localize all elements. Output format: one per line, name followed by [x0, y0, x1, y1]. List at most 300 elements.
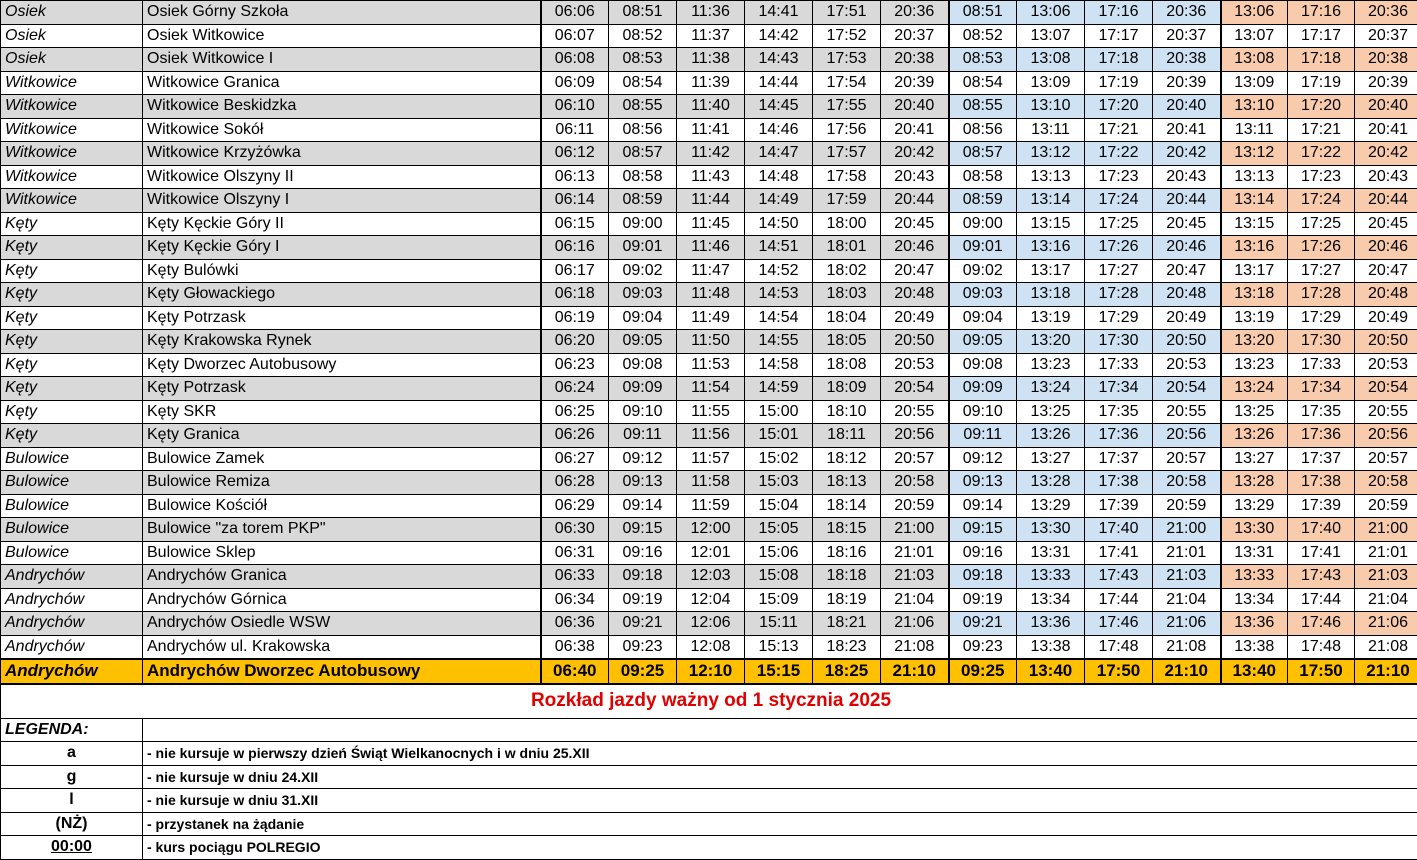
town-cell: Bulowice [1, 494, 143, 518]
departure-time-cell: 08:56 [949, 118, 1017, 142]
stop-name-cell: Osiek Witkowice [143, 24, 541, 48]
departure-time-cell: 11:58 [677, 471, 745, 495]
departure-time-cell: 21:03 [1153, 565, 1221, 589]
departure-time-cell: 18:13 [813, 471, 881, 495]
departure-time-cell: 11:44 [677, 189, 745, 213]
departure-time-cell: 21:04 [1355, 588, 1417, 612]
departure-time-cell: 17:18 [1085, 48, 1153, 72]
departure-time-cell: 13:33 [1017, 565, 1085, 589]
departure-time-cell: 20:41 [1153, 118, 1221, 142]
departure-time-cell: 21:03 [881, 565, 949, 589]
departure-time-cell: 13:17 [1221, 259, 1288, 283]
departure-time-cell: 06:12 [541, 142, 609, 166]
stop-row [1, 189, 1417, 213]
departure-time-cell: 13:23 [1221, 353, 1288, 377]
departure-time-cell: 20:43 [1153, 165, 1221, 189]
departure-time-cell: 20:57 [1153, 447, 1221, 471]
departure-time-cell: 20:42 [1153, 142, 1221, 166]
stop-row [1, 565, 1417, 589]
stop-row [1, 118, 1417, 142]
town-cell: Witkowice [1, 71, 143, 95]
departure-time-cell: 20:55 [1153, 400, 1221, 424]
stop-row [1, 471, 1417, 495]
departure-time-cell: 09:11 [949, 424, 1017, 448]
legend-row [1, 836, 1417, 860]
departure-time-cell: 20:43 [881, 165, 949, 189]
departure-time-cell: 21:01 [881, 541, 949, 565]
departure-time-cell: 20:39 [1355, 71, 1417, 95]
departure-time-cell: 17:23 [1288, 165, 1355, 189]
departure-time-cell: 17:37 [1085, 447, 1153, 471]
final-departure-time-cell: 18:25 [813, 659, 881, 684]
departure-time-cell: 06:36 [541, 612, 609, 636]
stop-name-cell: Kęty Granica [143, 424, 541, 448]
departure-time-cell: 14:58 [745, 353, 813, 377]
departure-time-cell: 09:18 [949, 565, 1017, 589]
departure-time-cell: 21:00 [1355, 518, 1417, 542]
departure-time-cell: 17:16 [1085, 1, 1153, 25]
departure-time-cell: 09:04 [609, 306, 677, 330]
final-town: Andrychów [1, 659, 143, 684]
stop-row [1, 165, 1417, 189]
departure-time-cell: 09:19 [949, 588, 1017, 612]
departure-time-cell: 20:57 [881, 447, 949, 471]
departure-time-cell: 06:11 [541, 118, 609, 142]
departure-time-cell: 13:38 [1017, 635, 1085, 659]
departure-time-cell: 11:57 [677, 447, 745, 471]
final-stop-name: Andrychów Dworzec Autobusowy [143, 659, 541, 684]
legend-key: (NŻ) [56, 815, 88, 832]
departure-time-cell: 17:28 [1085, 283, 1153, 307]
departure-time-cell: 18:15 [813, 518, 881, 542]
departure-time-cell: 20:38 [1355, 48, 1417, 72]
stop-row [1, 1, 1417, 25]
town-cell: Bulowice [1, 541, 143, 565]
final-departure-time-cell: 21:10 [881, 659, 949, 684]
departure-time-cell: 09:11 [609, 424, 677, 448]
departure-time-cell: 13:36 [1017, 612, 1085, 636]
departure-time-cell: 20:48 [1355, 283, 1417, 307]
departure-time-cell: 14:51 [745, 236, 813, 260]
departure-time-cell: 12:04 [677, 588, 745, 612]
departure-time-cell: 13:19 [1221, 306, 1288, 330]
departure-time-cell: 06:06 [541, 1, 609, 25]
departure-time-cell: 20:40 [881, 95, 949, 119]
departure-time-cell: 13:24 [1017, 377, 1085, 401]
legend-key: g [67, 768, 77, 785]
stops-body [1, 1, 1417, 660]
departure-time-cell: 20:53 [1355, 353, 1417, 377]
departure-time-cell: 17:18 [1288, 48, 1355, 72]
departure-time-cell: 20:44 [1355, 189, 1417, 213]
departure-time-cell: 06:24 [541, 377, 609, 401]
departure-time-cell: 20:44 [1153, 189, 1221, 213]
stop-name-cell: Witkowice Granica [143, 71, 541, 95]
stop-row [1, 212, 1417, 236]
departure-time-cell: 09:15 [949, 518, 1017, 542]
departure-time-cell: 18:11 [813, 424, 881, 448]
departure-time-cell: 17:33 [1288, 353, 1355, 377]
departure-time-cell: 13:20 [1221, 330, 1288, 354]
departure-time-cell: 08:52 [949, 24, 1017, 48]
departure-time-cell: 20:55 [1355, 400, 1417, 424]
departure-time-cell: 20:45 [881, 212, 949, 236]
legend-title: LEGENDA: [1, 718, 143, 742]
town-cell: Kęty [1, 236, 143, 260]
departure-time-cell: 11:42 [677, 142, 745, 166]
departure-time-cell: 15:01 [745, 424, 813, 448]
departure-time-cell: 13:31 [1221, 541, 1288, 565]
legend-text: - przystanek na żądanie [143, 812, 1417, 836]
departure-time-cell: 08:57 [949, 142, 1017, 166]
town-cell: Andrychów [1, 635, 143, 659]
legend-text: - nie kursuje w dniu 31.XII [143, 789, 1417, 813]
departure-time-cell: 14:46 [745, 118, 813, 142]
departure-time-cell: 08:56 [609, 118, 677, 142]
stop-name-cell: Kęty SKR [143, 400, 541, 424]
stop-name-cell: Witkowice Olszyny I [143, 189, 541, 213]
departure-time-cell: 15:11 [745, 612, 813, 636]
town-cell: Kęty [1, 424, 143, 448]
departure-time-cell: 15:00 [745, 400, 813, 424]
departure-time-cell: 20:41 [1355, 118, 1417, 142]
departure-time-cell: 21:01 [1153, 541, 1221, 565]
departure-time-cell: 17:16 [1288, 1, 1355, 25]
departure-time-cell: 17:17 [1288, 24, 1355, 48]
departure-time-cell: 13:27 [1221, 447, 1288, 471]
stop-name-cell: Kęty Potrzask [143, 306, 541, 330]
departure-time-cell: 09:05 [609, 330, 677, 354]
departure-time-cell: 17:36 [1288, 424, 1355, 448]
stop-name-cell: Witkowice Sokół [143, 118, 541, 142]
departure-time-cell: 21:06 [881, 612, 949, 636]
departure-time-cell: 20:39 [881, 71, 949, 95]
departure-time-cell: 08:54 [609, 71, 677, 95]
final-departure-time-cell: 09:25 [609, 659, 677, 684]
departure-time-cell: 20:58 [1153, 471, 1221, 495]
departure-time-cell: 20:49 [1355, 306, 1417, 330]
departure-time-cell: 08:54 [949, 71, 1017, 95]
departure-time-cell: 08:59 [609, 189, 677, 213]
stop-name-cell: Bulowice "za torem PKP" [143, 518, 541, 542]
town-cell: Osiek [1, 24, 143, 48]
departure-time-cell: 17:27 [1288, 259, 1355, 283]
departure-time-cell: 17:58 [813, 165, 881, 189]
departure-time-cell: 18:19 [813, 588, 881, 612]
town-cell: Kęty [1, 259, 143, 283]
departure-time-cell: 13:07 [1017, 24, 1085, 48]
departure-time-cell: 20:37 [1355, 24, 1417, 48]
stop-row [1, 377, 1417, 401]
stop-name-cell: Bulowice Remiza [143, 471, 541, 495]
departure-time-cell: 13:16 [1221, 236, 1288, 260]
departure-time-cell: 20:38 [1153, 48, 1221, 72]
departure-time-cell: 14:41 [745, 1, 813, 25]
departure-time-cell: 13:07 [1221, 24, 1288, 48]
departure-time-cell: 20:36 [1355, 1, 1417, 25]
departure-time-cell: 11:53 [677, 353, 745, 377]
town-cell: Kęty [1, 400, 143, 424]
departure-time-cell: 08:53 [609, 48, 677, 72]
town-cell: Osiek [1, 48, 143, 72]
departure-time-cell: 06:34 [541, 588, 609, 612]
departure-time-cell: 08:53 [949, 48, 1017, 72]
departure-time-cell: 20:58 [881, 471, 949, 495]
departure-time-cell: 13:36 [1221, 612, 1288, 636]
departure-time-cell: 17:22 [1085, 142, 1153, 166]
departure-time-cell: 14:45 [745, 95, 813, 119]
departure-time-cell: 20:54 [1153, 377, 1221, 401]
departure-time-cell: 20:47 [1153, 259, 1221, 283]
departure-time-cell: 09:08 [949, 353, 1017, 377]
departure-time-cell: 17:57 [813, 142, 881, 166]
departure-time-cell: 13:27 [1017, 447, 1085, 471]
town-cell: Witkowice [1, 189, 143, 213]
town-cell: Andrychów [1, 588, 143, 612]
departure-time-cell: 21:00 [1153, 518, 1221, 542]
departure-time-cell: 06:14 [541, 189, 609, 213]
departure-time-cell: 11:56 [677, 424, 745, 448]
legend [1, 742, 1417, 860]
town-cell: Kęty [1, 353, 143, 377]
departure-time-cell: 20:56 [1153, 424, 1221, 448]
town-cell: Witkowice [1, 142, 143, 166]
town-cell: Kęty [1, 306, 143, 330]
stop-row [1, 142, 1417, 166]
departure-time-cell: 20:46 [881, 236, 949, 260]
departure-time-cell: 17:54 [813, 71, 881, 95]
departure-time-cell: 17:20 [1288, 95, 1355, 119]
final-departure-time-cell: 13:40 [1221, 659, 1288, 684]
departure-time-cell: 20:53 [1153, 353, 1221, 377]
departure-time-cell: 09:01 [949, 236, 1017, 260]
final-stop-row [1, 659, 1417, 684]
departure-time-cell: 13:31 [1017, 541, 1085, 565]
town-cell: Kęty [1, 330, 143, 354]
departure-time-cell: 17:30 [1288, 330, 1355, 354]
departure-time-cell: 13:14 [1221, 189, 1288, 213]
departure-time-cell: 09:16 [609, 541, 677, 565]
departure-time-cell: 13:33 [1221, 565, 1288, 589]
departure-time-cell: 13:30 [1221, 518, 1288, 542]
departure-time-cell: 12:03 [677, 565, 745, 589]
departure-time-cell: 20:54 [881, 377, 949, 401]
departure-time-cell: 17:35 [1288, 400, 1355, 424]
stop-row [1, 400, 1417, 424]
departure-time-cell: 17:46 [1085, 612, 1153, 636]
departure-time-cell: 17:34 [1085, 377, 1153, 401]
departure-time-cell: 21:04 [881, 588, 949, 612]
departure-time-cell: 21:08 [881, 635, 949, 659]
departure-time-cell: 13:19 [1017, 306, 1085, 330]
departure-time-cell: 13:12 [1017, 142, 1085, 166]
departure-time-cell: 09:02 [609, 259, 677, 283]
departure-time-cell: 20:56 [1355, 424, 1417, 448]
departure-time-cell: 11:48 [677, 283, 745, 307]
departure-time-cell: 17:26 [1085, 236, 1153, 260]
departure-time-cell: 14:59 [745, 377, 813, 401]
departure-time-cell: 21:01 [1355, 541, 1417, 565]
departure-time-cell: 20:43 [1355, 165, 1417, 189]
departure-time-cell: 08:52 [609, 24, 677, 48]
departure-time-cell: 11:39 [677, 71, 745, 95]
departure-time-cell: 20:48 [1153, 283, 1221, 307]
stop-row [1, 236, 1417, 260]
departure-time-cell: 12:06 [677, 612, 745, 636]
departure-time-cell: 14:42 [745, 24, 813, 48]
departure-time-cell: 13:15 [1017, 212, 1085, 236]
departure-time-cell: 13:14 [1017, 189, 1085, 213]
departure-time-cell: 06:31 [541, 541, 609, 565]
departure-time-cell: 17:44 [1085, 588, 1153, 612]
departure-time-cell: 09:19 [609, 588, 677, 612]
departure-time-cell: 18:08 [813, 353, 881, 377]
departure-time-cell: 20:56 [881, 424, 949, 448]
departure-time-cell: 20:57 [1355, 447, 1417, 471]
stop-name-cell: Andrychów Osiedle WSW [143, 612, 541, 636]
departure-time-cell: 11:36 [677, 1, 745, 25]
departure-time-cell: 21:04 [1153, 588, 1221, 612]
town-cell: Kęty [1, 212, 143, 236]
departure-time-cell: 06:20 [541, 330, 609, 354]
town-cell: Witkowice [1, 118, 143, 142]
departure-time-cell: 15:08 [745, 565, 813, 589]
departure-time-cell: 20:47 [881, 259, 949, 283]
departure-time-cell: 14:53 [745, 283, 813, 307]
departure-time-cell: 06:38 [541, 635, 609, 659]
departure-time-cell: 20:44 [881, 189, 949, 213]
final-departure-time-cell: 12:10 [677, 659, 745, 684]
stop-name-cell: Witkowice Beskidzka [143, 95, 541, 119]
departure-time-cell: 17:55 [813, 95, 881, 119]
departure-time-cell: 09:12 [949, 447, 1017, 471]
departure-time-cell: 06:26 [541, 424, 609, 448]
departure-time-cell: 13:10 [1221, 95, 1288, 119]
departure-time-cell: 11:54 [677, 377, 745, 401]
departure-time-cell: 20:59 [1355, 494, 1417, 518]
departure-time-cell: 17:35 [1085, 400, 1153, 424]
departure-time-cell: 06:25 [541, 400, 609, 424]
departure-time-cell: 13:23 [1017, 353, 1085, 377]
legend-row [1, 742, 1417, 766]
departure-time-cell: 17:38 [1288, 471, 1355, 495]
departure-time-cell: 17:25 [1085, 212, 1153, 236]
final-departure-time-cell: 13:40 [1017, 659, 1085, 684]
departure-time-cell: 12:01 [677, 541, 745, 565]
departure-time-cell: 13:18 [1221, 283, 1288, 307]
departure-time-cell: 17:53 [813, 48, 881, 72]
stop-row [1, 71, 1417, 95]
stop-name-cell: Andrychów ul. Krakowska [143, 635, 541, 659]
departure-time-cell: 13:30 [1017, 518, 1085, 542]
departure-time-cell: 18:01 [813, 236, 881, 260]
town-cell: Witkowice [1, 95, 143, 119]
departure-time-cell: 13:34 [1221, 588, 1288, 612]
legend-text: - kurs pociągu POLREGIO [143, 836, 1417, 860]
stop-row [1, 447, 1417, 471]
departure-time-cell: 09:10 [949, 400, 1017, 424]
departure-time-cell: 21:00 [881, 518, 949, 542]
departure-time-cell: 17:38 [1085, 471, 1153, 495]
departure-time-cell: 13:18 [1017, 283, 1085, 307]
departure-time-cell: 17:56 [813, 118, 881, 142]
departure-time-cell: 11:49 [677, 306, 745, 330]
departure-time-cell: 20:40 [1355, 95, 1417, 119]
departure-time-cell: 13:11 [1017, 118, 1085, 142]
stop-row [1, 259, 1417, 283]
departure-time-cell: 09:00 [609, 212, 677, 236]
departure-time-cell: 13:13 [1017, 165, 1085, 189]
stop-row [1, 541, 1417, 565]
departure-time-cell: 20:50 [1153, 330, 1221, 354]
departure-time-cell: 06:09 [541, 71, 609, 95]
departure-time-cell: 13:12 [1221, 142, 1288, 166]
departure-time-cell: 06:17 [541, 259, 609, 283]
departure-time-cell: 18:05 [813, 330, 881, 354]
departure-time-cell: 13:16 [1017, 236, 1085, 260]
departure-time-cell: 17:29 [1085, 306, 1153, 330]
departure-time-cell: 11:43 [677, 165, 745, 189]
departure-time-cell: 09:12 [609, 447, 677, 471]
final-departure-time-cell: 06:40 [541, 659, 609, 684]
departure-time-cell: 18:18 [813, 565, 881, 589]
departure-time-cell: 18:14 [813, 494, 881, 518]
town-cell: Andrychów [1, 565, 143, 589]
departure-time-cell: 17:48 [1288, 635, 1355, 659]
validity-notice: Rozkład jazdy ważny od 1 stycznia 2025 [1, 684, 1417, 719]
departure-time-cell: 11:40 [677, 95, 745, 119]
departure-time-cell: 09:14 [949, 494, 1017, 518]
departure-time-cell: 11:45 [677, 212, 745, 236]
departure-time-cell: 20:50 [881, 330, 949, 354]
departure-time-cell: 20:42 [881, 142, 949, 166]
departure-time-cell: 09:09 [609, 377, 677, 401]
departure-time-cell: 08:55 [609, 95, 677, 119]
departure-time-cell: 06:23 [541, 353, 609, 377]
departure-time-cell: 17:34 [1288, 377, 1355, 401]
departure-time-cell: 09:21 [609, 612, 677, 636]
departure-time-cell: 20:48 [881, 283, 949, 307]
departure-time-cell: 06:07 [541, 24, 609, 48]
departure-time-cell: 14:49 [745, 189, 813, 213]
departure-time-cell: 13:13 [1221, 165, 1288, 189]
departure-time-cell: 17:44 [1288, 588, 1355, 612]
departure-time-cell: 17:26 [1288, 236, 1355, 260]
stop-name-cell: Bulowice Kościół [143, 494, 541, 518]
departure-time-cell: 12:08 [677, 635, 745, 659]
departure-time-cell: 14:43 [745, 48, 813, 72]
departure-time-cell: 09:21 [949, 612, 1017, 636]
legend-row [1, 765, 1417, 789]
stop-name-cell: Andrychów Górnica [143, 588, 541, 612]
departure-time-cell: 17:59 [813, 189, 881, 213]
stop-row [1, 612, 1417, 636]
departure-time-cell: 11:55 [677, 400, 745, 424]
departure-time-cell: 21:03 [1355, 565, 1417, 589]
departure-time-cell: 20:42 [1355, 142, 1417, 166]
departure-time-cell: 13:09 [1221, 71, 1288, 95]
departure-time-cell: 17:39 [1085, 494, 1153, 518]
final-departure-time-cell: 17:50 [1288, 659, 1355, 684]
final-departure-time-cell: 21:10 [1153, 659, 1221, 684]
departure-time-cell: 09:13 [949, 471, 1017, 495]
departure-time-cell: 08:58 [609, 165, 677, 189]
departure-time-cell: 14:52 [745, 259, 813, 283]
departure-time-cell: 09:10 [609, 400, 677, 424]
departure-time-cell: 08:57 [609, 142, 677, 166]
departure-time-cell: 09:23 [949, 635, 1017, 659]
departure-time-cell: 13:34 [1017, 588, 1085, 612]
